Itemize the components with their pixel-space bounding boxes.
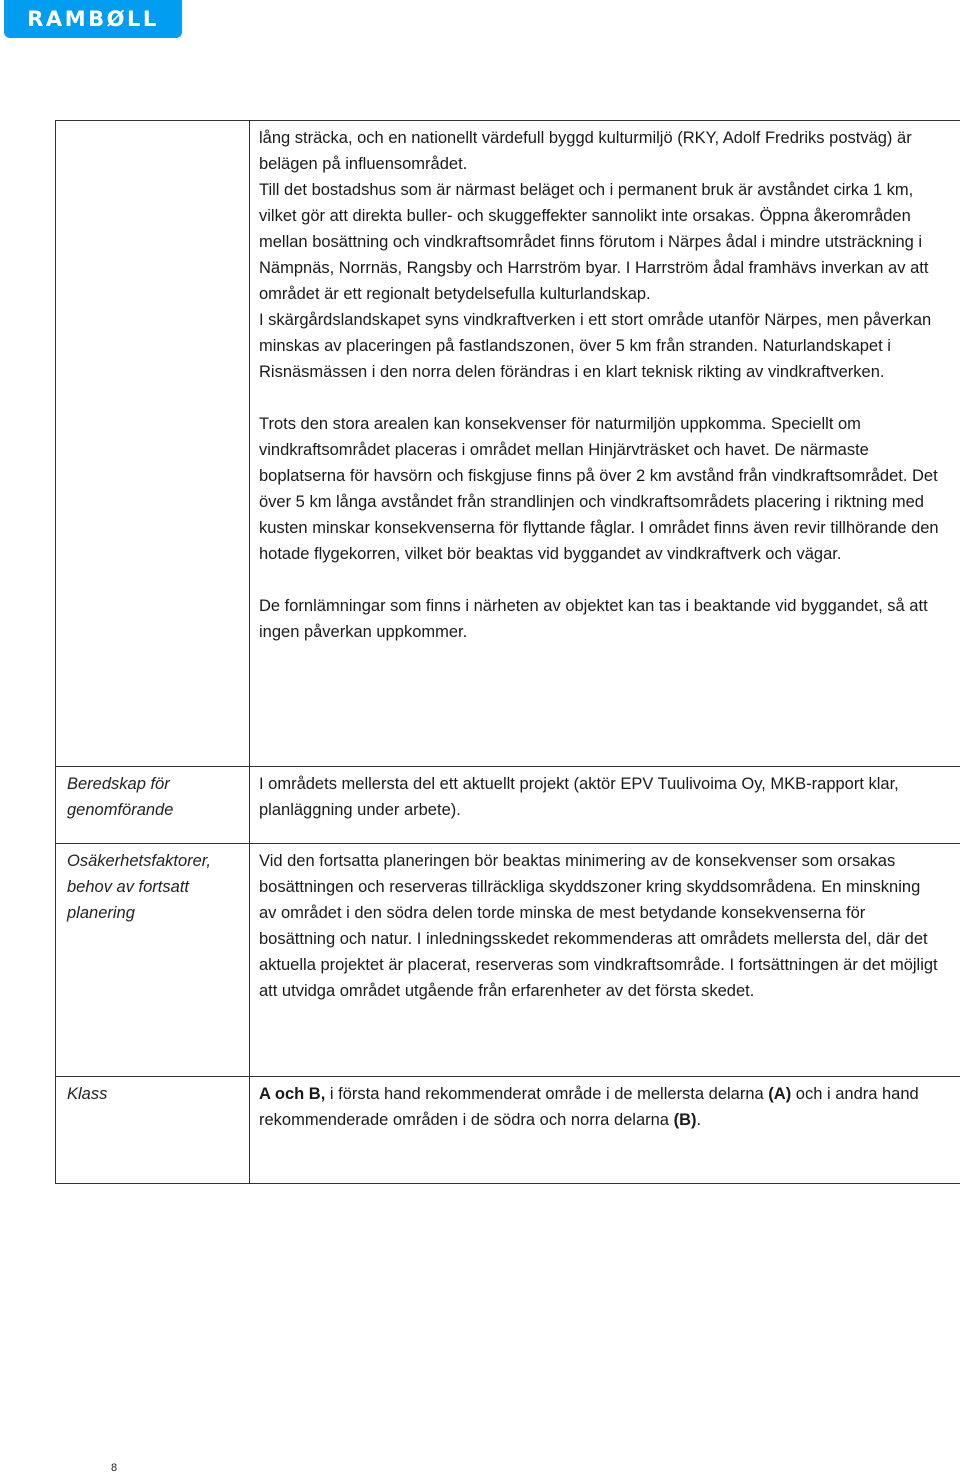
- paragraph-antiquities: De fornlämningar som finns i närheten av objektet kan tas i beaktande vid byggandet, så att ingen påverkan uppkommer.: [259, 597, 928, 641]
- table-row-uncertainty: [56, 844, 960, 1077]
- table-row-readiness: [56, 767, 960, 844]
- paragraph-cultural-environment: lång sträcka, och en nationellt värdefull byggd kulturmiljö (RKY, Adolf Fredriks postväg) är belägen på influensområdet.: [259, 129, 912, 173]
- readiness-text: I områdets mellersta del ett aktuellt projekt (aktör EPV Tuulivoima Oy, MKB-rapport klar, planläggning under arbete).: [250, 767, 960, 844]
- ramboll-logo: [4, 0, 182, 38]
- class-b-marker: (B): [673, 1111, 697, 1129]
- class-text-part-2: och i andra hand rekommenderade områden i de södra och norra delarna: [259, 1085, 919, 1129]
- paragraph-nature: Trots den stora arealen kan konsekvenser för naturmiljön uppkomma. Speciellt om vindkraftsområdet placeras i området mellan Hinjärvträsket och havet. De närmaste boplatserna för havsörn och fiskgjuse finns på över 2 km avstånd från vindkraftsområdet. Det över 5 km långa avståndet från strandlinjen och vindkraftsområdets placering i riktning med kusten minskar konsekvenserna för flyttande fåglar. I området finns även revir tillhörande den hotade flygekorren, vilket bör beaktas vid byggandet av vindkraftverk och vägar.: [259, 415, 939, 563]
- class-text: [250, 1077, 960, 1184]
- logo-text: RAMBØLL: [27, 7, 159, 31]
- impacts-text-cell: [250, 121, 960, 767]
- label-cell-empty: [56, 121, 250, 767]
- row-label-readiness: Beredskap för genomförande: [56, 767, 250, 844]
- class-ab: A och B,: [259, 1085, 326, 1103]
- class-a-marker: (A): [768, 1085, 792, 1103]
- class-text-part-1: i första hand rekommenderat område i de mellersta delarna: [325, 1085, 769, 1103]
- paragraph-settlement-landscape: Till det bostadshus som är närmast beläget och i permanent bruk är avståndet cirka 1 km, vilket gör att direkta buller- och skuggeffekter sannolikt inte orsakas. Öppna åkerområden mellan bosättning och vindkraftsområdet finns förutom i Närpes ådal i mindre utsträckning i Nämpnäs, Norrnäs, Rangsby och Harrström byar. I Harrström ådal framhävs inverkan av att området är ett regionalt betydelsefulla kulturlandskap.: [259, 181, 929, 303]
- table-row-impacts: [56, 121, 960, 767]
- paragraph-archipelago-landscape: I skärgårdslandskapet syns vindkraftverken i ett stort område utanför Närpes, men påverkan minskas av placeringen på fastlandszonen, över 5 km från stranden. Naturlandskapet i Risnäsmässen i den norra delen förändras i en klart teknisk rikting av vindkraftverken.: [259, 311, 932, 381]
- row-label-uncertainty: Osäkerhetsfaktorer, behov av fortsatt planering: [56, 844, 250, 1077]
- assessment-table: [55, 120, 960, 1184]
- uncertainty-text: Vid den fortsatta planeringen bör beaktas minimering av de konsekvenser som orsakas bosättningen och reserveras tillräckliga skyddszoner kring skyddsområdena. En minskning av området i den södra delen torde minska de mest betydande konsekvenserna för bosättning och natur. I inledningsskedet rekommenderas att områdets mellersta del, där det aktuella projektet är placerat, reserveras som vindkraftsområde. I fortsättningen är det möjligt att utvidga området utgående från erfarenheter av det första skedet.: [250, 844, 960, 1077]
- class-text-part-3: .: [696, 1111, 702, 1129]
- page-number: 8: [111, 1462, 118, 1474]
- row-label-class: Klass: [56, 1077, 250, 1184]
- table-row-class: [56, 1077, 960, 1184]
